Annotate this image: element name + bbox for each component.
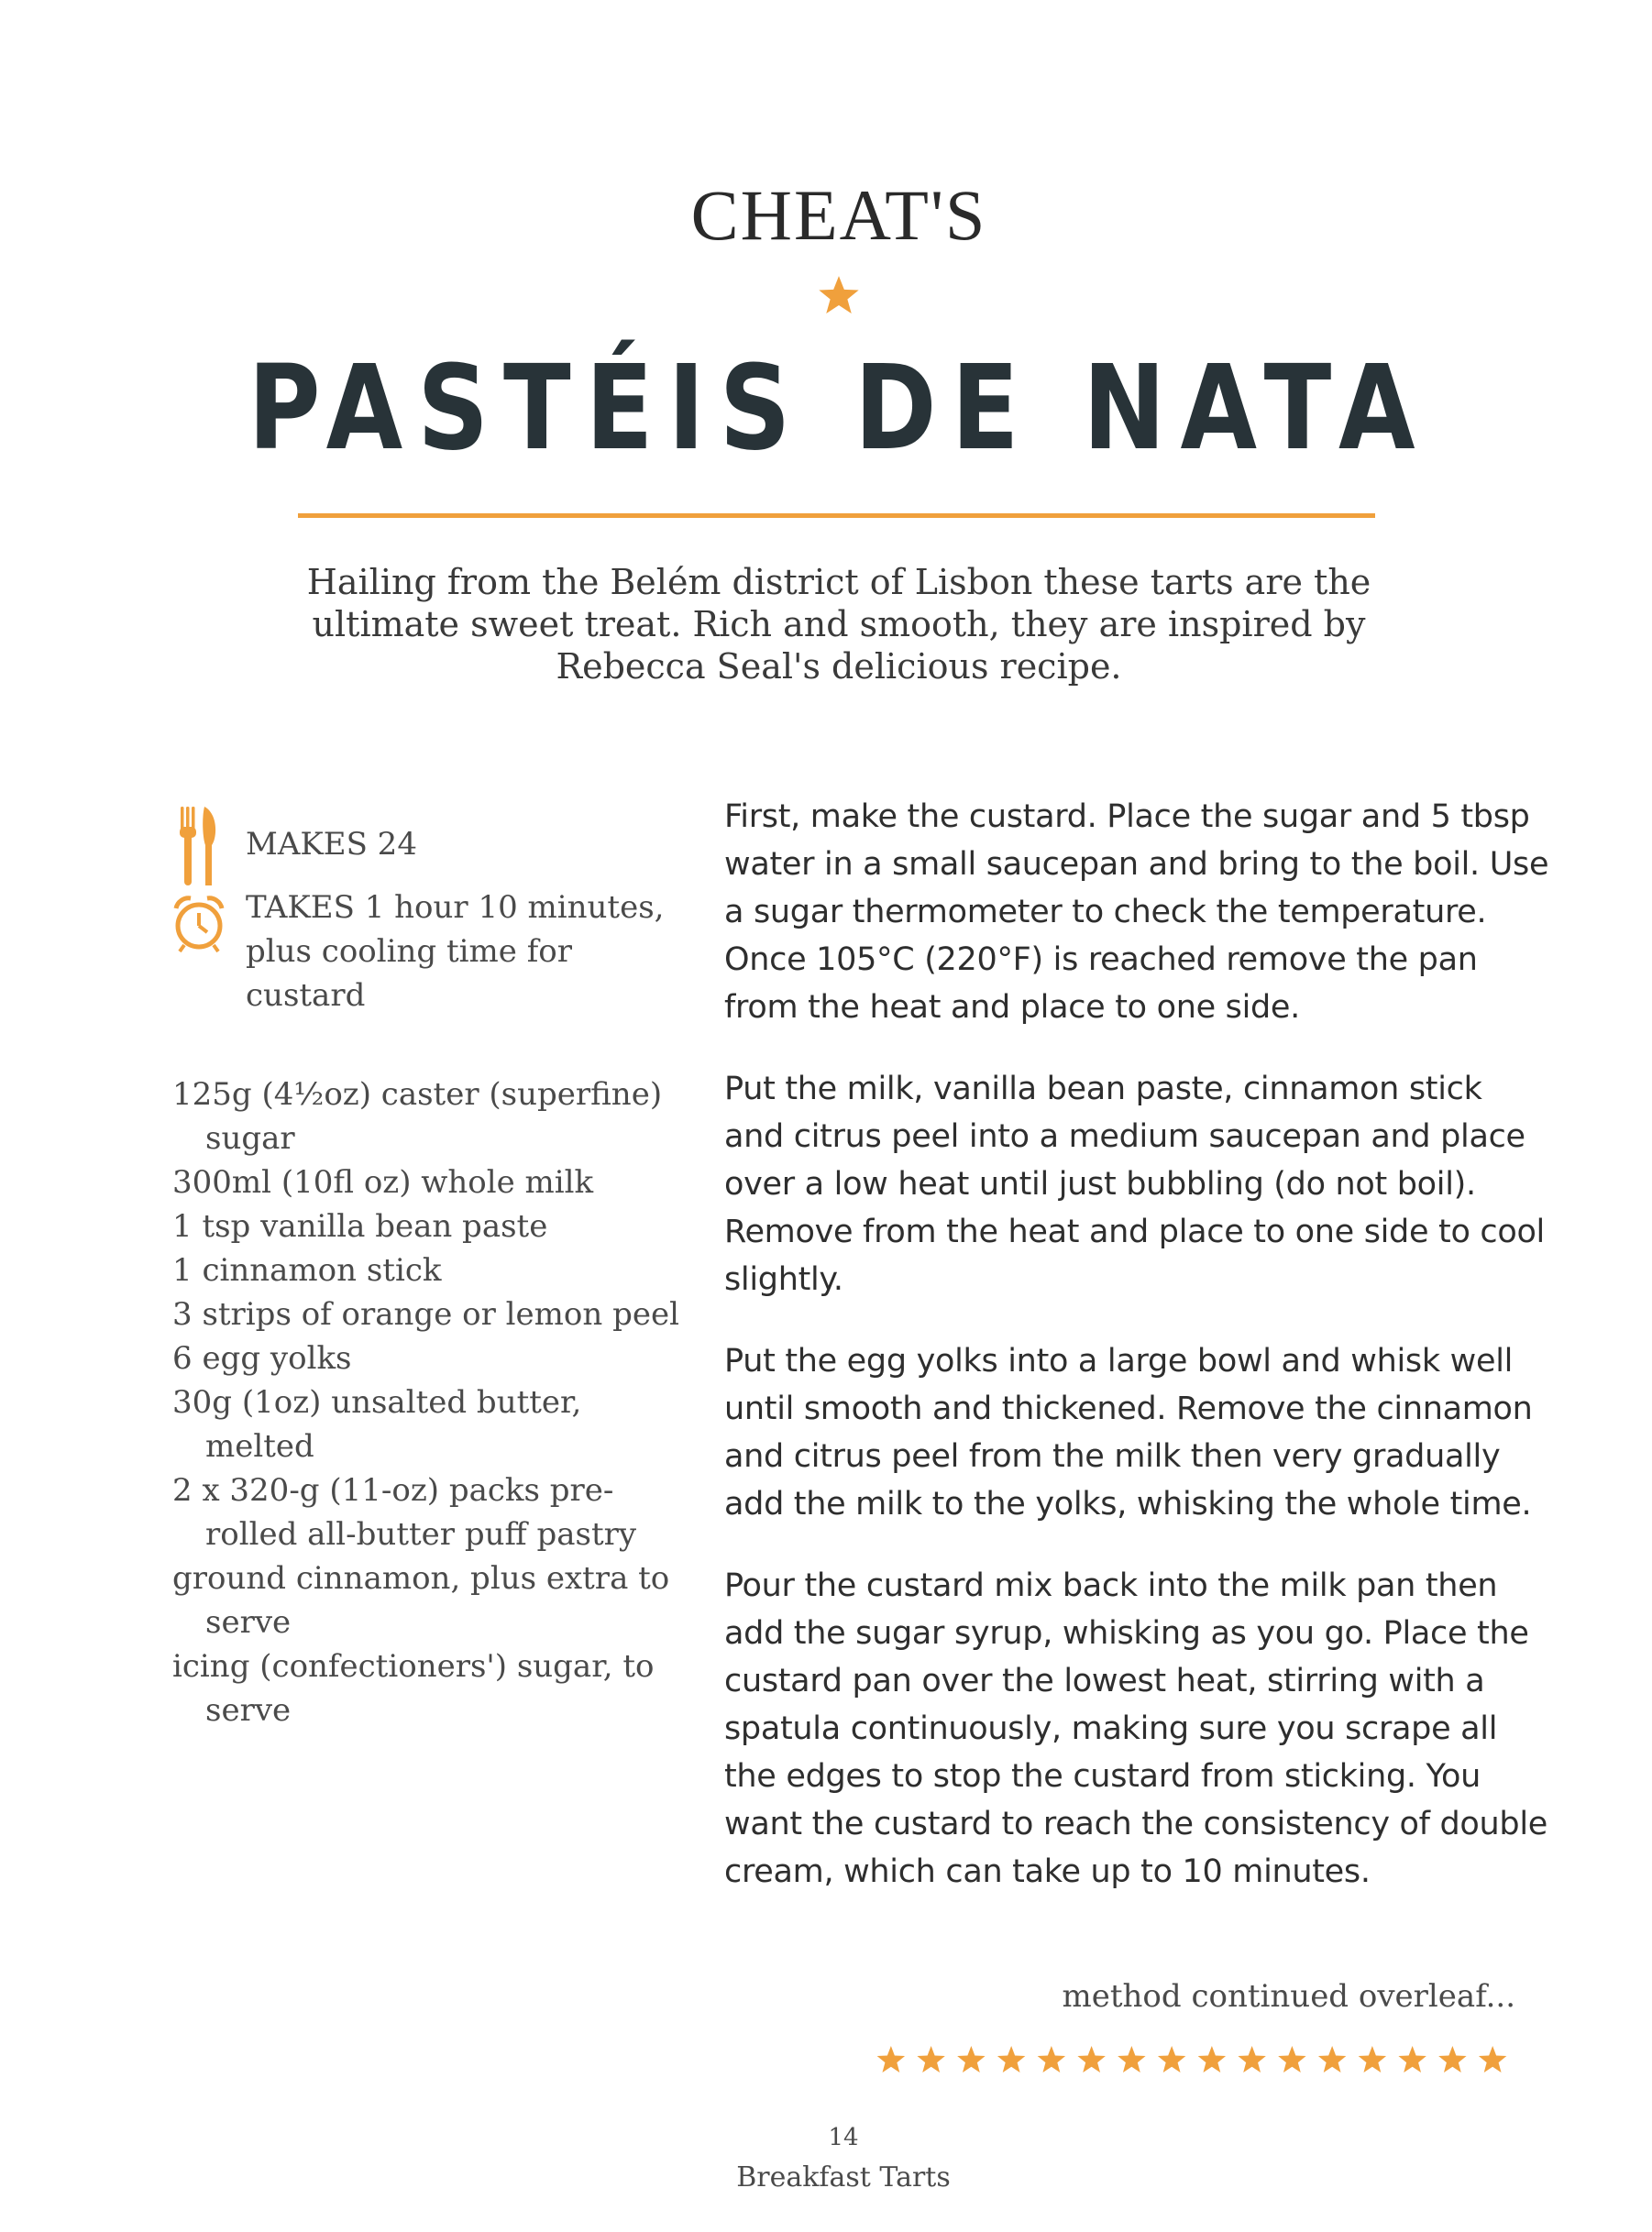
alarm-clock-icon	[169, 894, 229, 954]
star-icon	[1398, 2046, 1426, 2073]
star-icon	[1118, 2046, 1145, 2073]
star-icon	[816, 273, 862, 319]
star-icon	[877, 2046, 905, 2073]
method-paragraph: First, make the custard. Place the sugar and 5 tbsp water in a small saucepan and bring to the boil. Use a sugar thermometer to check the temperature. Once 105°C (220°F) is reached remove the pan from the heat and place to one side.	[724, 798, 1549, 1026]
cutlery-icon	[177, 805, 219, 887]
star-icon	[1278, 2046, 1305, 2073]
star-icon	[957, 2046, 985, 2073]
ingredient-item: 6 egg yolks	[172, 1340, 352, 1377]
star-icon	[1359, 2046, 1386, 2073]
method-paragraph: Pour the custard mix back into the milk pan then add the sugar syrup, whisking as you go. Place the custard pan over the lowest heat, stirring with a spatula continuously, making sure you scrape all the edges to stop the custard from sticking. You want the custard to reach the consistency of double cream, which can take up to 10 minutes.	[724, 1567, 1547, 1890]
section-name: Breakfast Tarts	[736, 2161, 951, 2194]
page-number: 14	[828, 2124, 859, 2151]
ingredient-list	[172, 1072, 686, 1732]
recipe-intro: Hailing from the Belém district of Lisbon these tarts are the ultimate sweet treat. Rich and smooth, they are inspired by Rebecca Seal's delicious recipe.	[306, 562, 1371, 687]
recipe-title: PASTÉIS DE NATA	[248, 341, 1430, 477]
ingredient-item: 1 cinnamon stick	[172, 1252, 442, 1289]
star-icon	[1238, 2046, 1265, 2073]
ingredient-item: icing (confectioners') sugar, to serve	[172, 1648, 655, 1729]
method-continued-note: method continued overleaf...	[1062, 1978, 1515, 2015]
star-icon	[1479, 2046, 1506, 2073]
star-icon	[1438, 2046, 1466, 2073]
star-icon	[1077, 2046, 1105, 2073]
ingredient-item: 2 x 320-g (11-oz) packs pre-rolled all-butter puff pastry	[172, 1472, 637, 1553]
star-icon	[917, 2046, 944, 2073]
title-kicker: CHEAT'S	[690, 175, 987, 255]
star-icon	[1038, 2046, 1065, 2073]
star-icon	[1198, 2046, 1226, 2073]
star-icon	[1158, 2046, 1185, 2073]
ingredient-item: 125g (4½oz) caster (superfine) sugar	[172, 1076, 663, 1157]
ingredient-item: ground cinnamon, plus extra to serve	[172, 1560, 670, 1641]
star-icon	[997, 2046, 1025, 2073]
method-paragraph: Put the egg yolks into a large bowl and whisk well until smooth and thickened. Remove the cinnamon and citrus peel from the milk then very gradually add the milk to the yolks, whisking the whole time.	[724, 1343, 1533, 1523]
ingredient-item: 30g (1oz) unsalted butter, melted	[172, 1384, 582, 1465]
takes-text: TAKES 1 hour 10 minutes, plus cooling time for custard	[246, 889, 665, 1014]
title-divider	[298, 513, 1375, 518]
method-paragraph: Put the milk, vanilla bean paste, cinnamon stick and citrus peel into a medium saucepan and place over a low heat until just bubbling (do not boil). Remove from the heat and place to one side to cool slightly.	[724, 1071, 1545, 1298]
star-divider	[871, 2040, 1513, 2081]
ingredient-item: 1 tsp vanilla bean paste	[172, 1208, 548, 1245]
makes-text: MAKES 24	[246, 826, 417, 863]
method-steps	[724, 793, 1549, 1930]
ingredient-item: 300ml (10fl oz) whole milk	[172, 1164, 594, 1201]
star-icon	[1318, 2046, 1346, 2073]
ingredient-item: 3 strips of orange or lemon peel	[172, 1296, 679, 1333]
